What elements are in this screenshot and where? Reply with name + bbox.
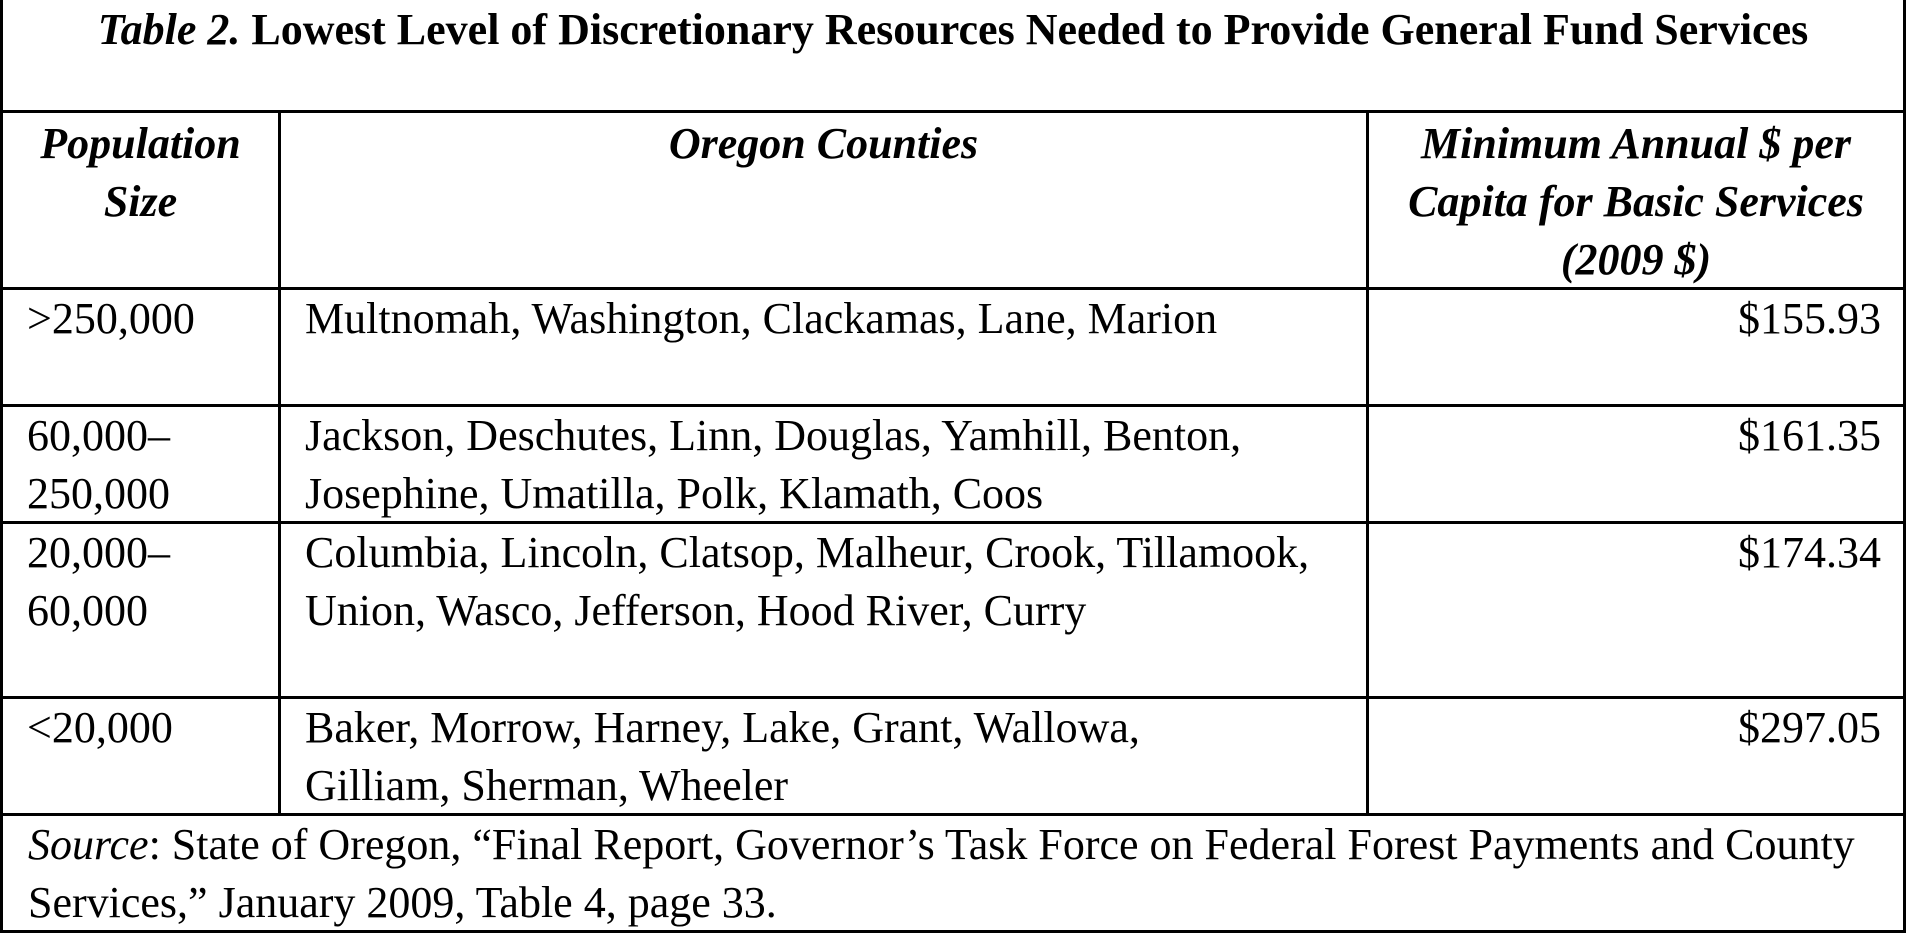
minimum-cell: $174.34 (1366, 524, 1903, 696)
counties-cell: Multnomah, Washington, Clackamas, Lane, Marion (278, 290, 1366, 404)
population-cell: <20,000 (27, 703, 173, 752)
minimum-cell: $155.93 (1366, 290, 1903, 404)
counties-cell: Baker, Morrow, Harney, Lake, Grant, Wallowa, Gilliam, Sherman, Wheeler (278, 699, 1366, 813)
table-caption-label: Table 2. (97, 5, 241, 54)
counties-cell: Jackson, Deschutes, Linn, Douglas, Yamhill, Benton, Josephine, Umatilla, Polk, Klamath, Coos (278, 407, 1366, 521)
population-cell: 60,000–250,000 (27, 411, 170, 518)
header-population-size: Population Size (40, 119, 241, 226)
table-row (3, 699, 1903, 816)
header-oregon-counties: Oregon Counties (278, 113, 1366, 287)
minimum-cell: $297.05 (1366, 699, 1903, 813)
table-caption-title: Lowest Level of Discretionary Resources Needed to Provide General Fund Services (251, 5, 1809, 54)
counties-cell: Columbia, Lincoln, Clatsop, Malheur, Crook, Tillamook, Union, Wasco, Jefferson, Hood River, Curry (278, 524, 1366, 696)
header-minimum-annual: Minimum Annual $ per Capita for Basic Services (2009 $) (1366, 113, 1903, 287)
table-row (3, 407, 1903, 524)
population-cell: 20,000–60,000 (27, 528, 170, 635)
table-row (3, 290, 1903, 407)
minimum-cell: $161.35 (1366, 407, 1903, 521)
source-label: Source (28, 820, 149, 869)
source-text: : State of Oregon, “Final Report, Governor’s Task Force on Federal Forest Payments and County Services,” January 2009, Table 4, page 33. (28, 820, 1855, 927)
table-header-row (3, 113, 1903, 290)
table-source-note (3, 816, 1903, 932)
population-cell: >250,000 (27, 294, 195, 343)
table-row (3, 524, 1903, 699)
table-title (3, 0, 1903, 113)
